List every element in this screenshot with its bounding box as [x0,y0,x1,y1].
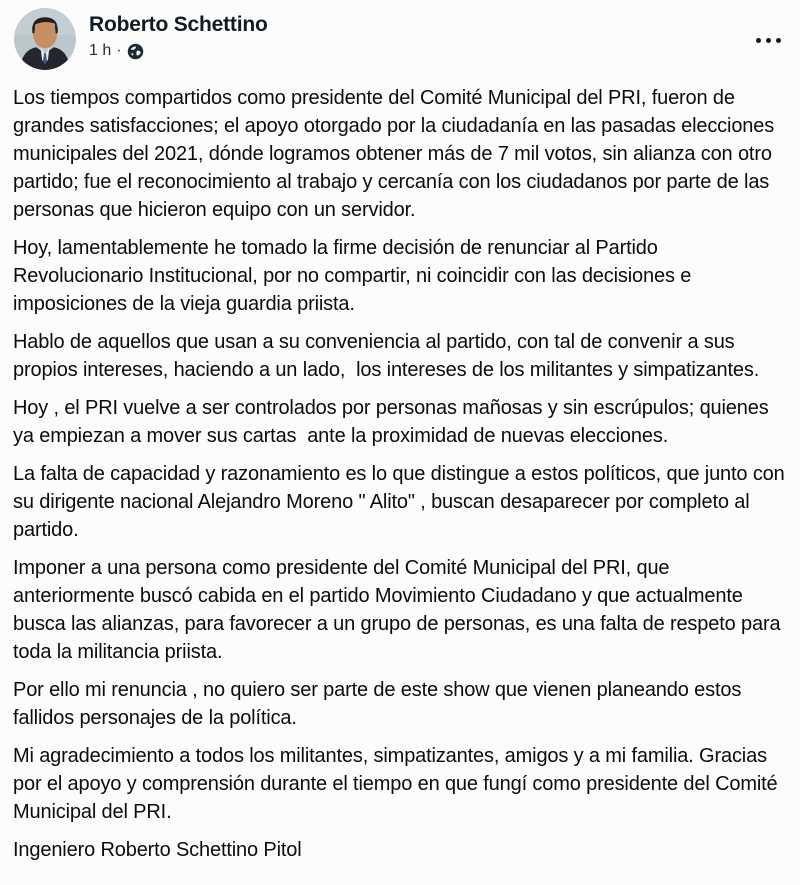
post-paragraph: Hoy , el PRI vuelve a ser controlados por personas mañosas y sin escrúpulos; quienes ya empiezan a mover sus cartas ante la proximidad de nuevas elecciones. [13,397,774,447]
post-meta [89,41,750,61]
profile-photo-icon [14,8,76,70]
post-header [0,0,800,72]
post-paragraph: Los tiempos compartidos como presidente del Comité Municipal del PRI, fueron de grandes satisfacciones; el apoyo otorgado por la ciudadanía en las pasadas elecciones municipales del 2021, dónde logramos obtener más de 7 mil votos, sin alianza con otro partido; fue el reconocimiento al trabajo y cercanía con los ciudadanos por parte de las personas que hicieron equipo con un servidor. [13,87,780,221]
post-paragraph: Hoy, lamentablemente he tomado la firme decisión de renunciar al Partido Revolucionario Institucional, por no compartir, ni coincidir con las decisiones e imposiciones de la vieja guardia priista. [13,237,697,315]
avatar[interactable] [14,8,76,70]
post-paragraph: Por ello mi renuncia , no quiero ser parte de este show que vienen planeando estos fallidos personajes de la política. [13,679,747,729]
globe-icon [127,43,144,60]
post-paragraph: La falta de capacidad y razonamiento es lo que distingue a estos políticos, que junto con su dirigente nacional Alejandro Moreno " Alito" , buscan desaparecer por completo al partido. [13,463,791,541]
post-header-text [89,8,750,61]
post-paragraph: Hablo de aquellos que usan a su conveniencia al partido, con tal de convenir a sus propios intereses, haciendo a un lado, los intereses de los militantes y simpatizantes. [13,331,760,381]
post-menu-button[interactable] [750,28,786,52]
ellipsis-icon [756,38,781,43]
author-name[interactable]: Roberto Schettino [89,13,268,36]
post-paragraph: Imponer a una persona como presidente del Comité Municipal del PRI, que anteriormente buscó cabida en el partido Movimiento Ciudadano y que actualmente busca las alianzas, para favorecer a un grupo de personas, es una falta de respeto para toda la militancia priista. [13,557,786,663]
post-signature: Ingeniero Roberto Schettino Pitol [13,839,302,861]
meta-separator: · [116,42,122,59]
post-paragraph: Mi agradecimiento a todos los militantes, simpatizantes, amigos y a mi familia. Gracias por el apoyo y comprensión durante el tiempo en que fungí como presidente del Comité Municipal del PRI. [13,745,783,823]
post-content [0,72,800,864]
post-timestamp[interactable]: 1 h [89,42,112,59]
